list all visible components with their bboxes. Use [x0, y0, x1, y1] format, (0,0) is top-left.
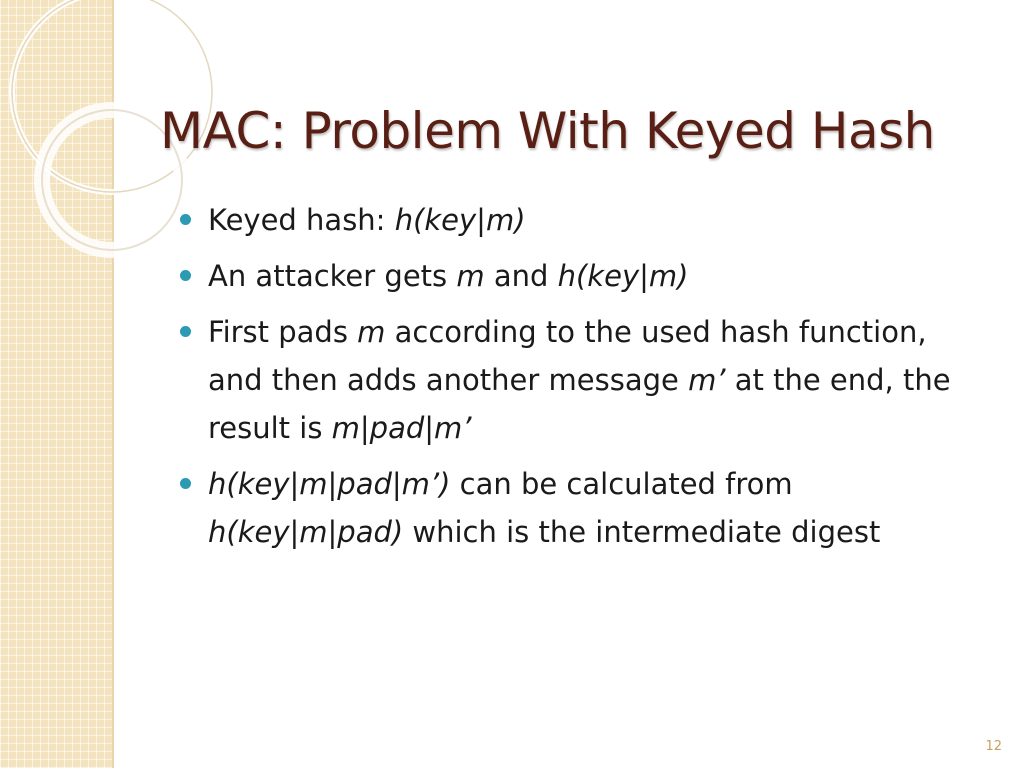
bullet-text	[208, 259, 688, 293]
bullet-text	[208, 203, 526, 237]
slide-title: MAC: Problem With Keyed Hash	[160, 102, 935, 160]
bullet-text	[208, 467, 880, 549]
bullet-dot-icon	[180, 214, 191, 225]
bullet-item	[180, 252, 970, 300]
italic-math-text: m|pad|m’	[331, 411, 472, 445]
italic-math-text: h(key|m)	[394, 203, 526, 237]
italic-math-text: h(key|m|pad)	[208, 515, 404, 549]
page-number: 12	[985, 739, 1002, 754]
text-run: Keyed hash:	[208, 203, 395, 237]
text-run: at the end, the result is	[208, 363, 951, 445]
text-run: according to the used hash function, and then adds another message	[208, 315, 927, 397]
bullet-item	[180, 308, 970, 452]
text-run: First pads	[208, 315, 358, 349]
decorative-sidebar	[0, 0, 114, 768]
text-run: An attacker gets	[208, 259, 457, 293]
bullet-list	[180, 196, 970, 556]
italic-math-text: h(key|m)	[557, 259, 689, 293]
bullet-item	[180, 196, 970, 244]
text-run: can be calculated from	[450, 467, 793, 501]
slide-body	[180, 196, 970, 564]
italic-math-text: h(key|m|pad|m’)	[208, 467, 451, 501]
bullet-item	[180, 460, 970, 556]
bullet-dot-icon	[180, 270, 191, 281]
text-run: which is the intermediate digest	[403, 515, 881, 549]
bullet-text	[208, 315, 951, 445]
italic-math-text: m’	[688, 363, 726, 397]
text-run: and	[484, 259, 558, 293]
bullet-dot-icon	[180, 478, 191, 489]
italic-math-text: m	[456, 259, 485, 293]
bullet-dot-icon	[180, 326, 191, 337]
italic-math-text: m	[357, 315, 386, 349]
